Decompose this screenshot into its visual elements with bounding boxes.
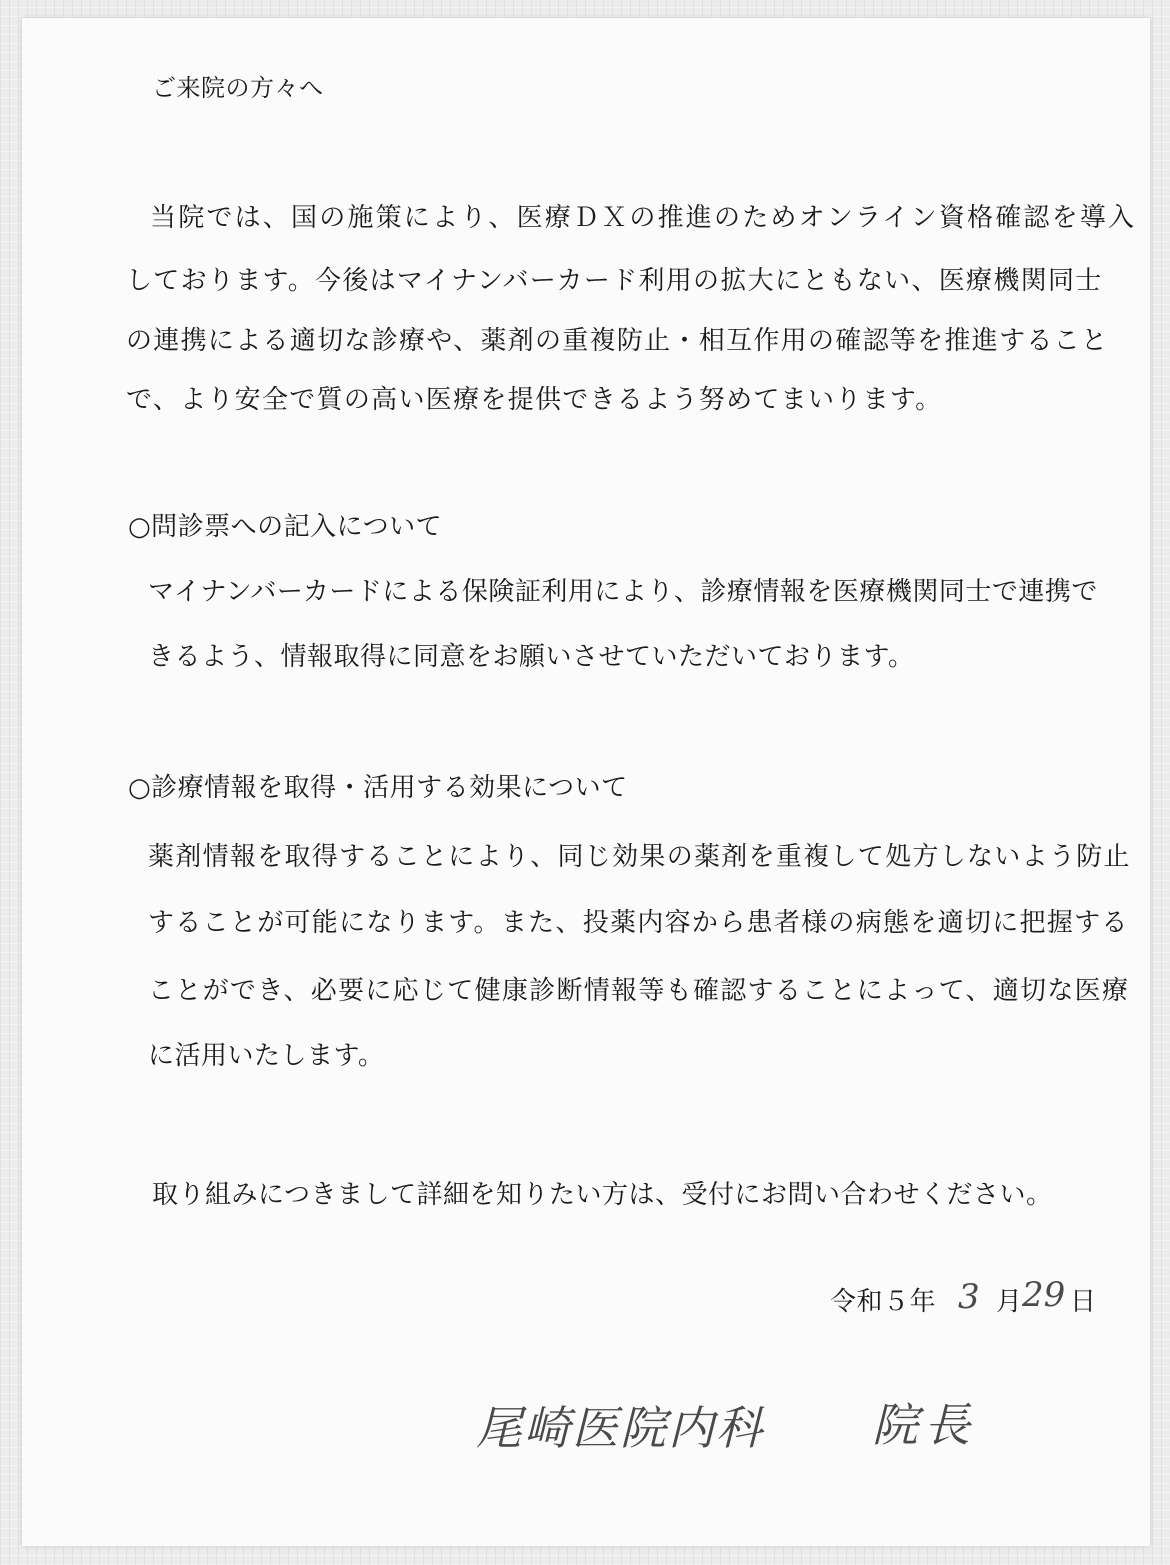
intro-line-3: の連携による適切な診療や、薬剤の重複防止・相互作用の確認等を推進すること xyxy=(126,326,1109,356)
section2-line-1: 薬剤情報を取得することにより、同じ効果の薬剤を重複して処方しないよう防止 xyxy=(148,842,1131,872)
date-month-unit: 月 xyxy=(996,1287,1023,1317)
intro-line-1: 当院では、国の施策により、医療ＤＸの推進のためオンライン資格確認を導入 xyxy=(150,203,1137,233)
section1-heading: ○問診票への記入について xyxy=(128,512,443,542)
section2-heading: ○診療情報を取得・活用する効果について xyxy=(128,773,628,803)
section1-line-1: マイナンバーカードによる保険証利用により、診療情報を医療機関同士で連携で xyxy=(148,577,1098,607)
intro-line-2: しております。今後はマイナンバーカード利用の拡大にともない、医療機関同士 xyxy=(126,266,1103,296)
date-month-handwritten: 3 xyxy=(958,1277,980,1317)
date-day-unit: 日 xyxy=(1070,1287,1097,1317)
signature-title: 院長 xyxy=(872,1398,976,1452)
salutation: ご来院の方々へ xyxy=(152,74,324,102)
section1-line-2: きるよう、情報取得に同意をお願いさせていただいております。 xyxy=(148,642,915,672)
date-day-handwritten: 29 xyxy=(1022,1275,1066,1315)
intro-line-4: で、より安全で質の高い医療を提供できるよう努めてまいります。 xyxy=(126,385,943,415)
section2-line-4: に活用いたします。 xyxy=(148,1041,385,1071)
section2-line-2: することが可能になります。また、投薬内容から患者様の病態を適切に把握する xyxy=(148,908,1129,938)
date-era-year: 令和５年 xyxy=(830,1287,937,1317)
closing-line: 取り組みにつきまして詳細を知りたい方は、受付にお問い合わせください。 xyxy=(152,1180,1053,1210)
signature-clinic: 尾崎医院内科 xyxy=(476,1401,764,1455)
section2-line-3: ことができ、必要に応じて健康診断情報等も確認することによって、適切な医療 xyxy=(148,976,1130,1006)
